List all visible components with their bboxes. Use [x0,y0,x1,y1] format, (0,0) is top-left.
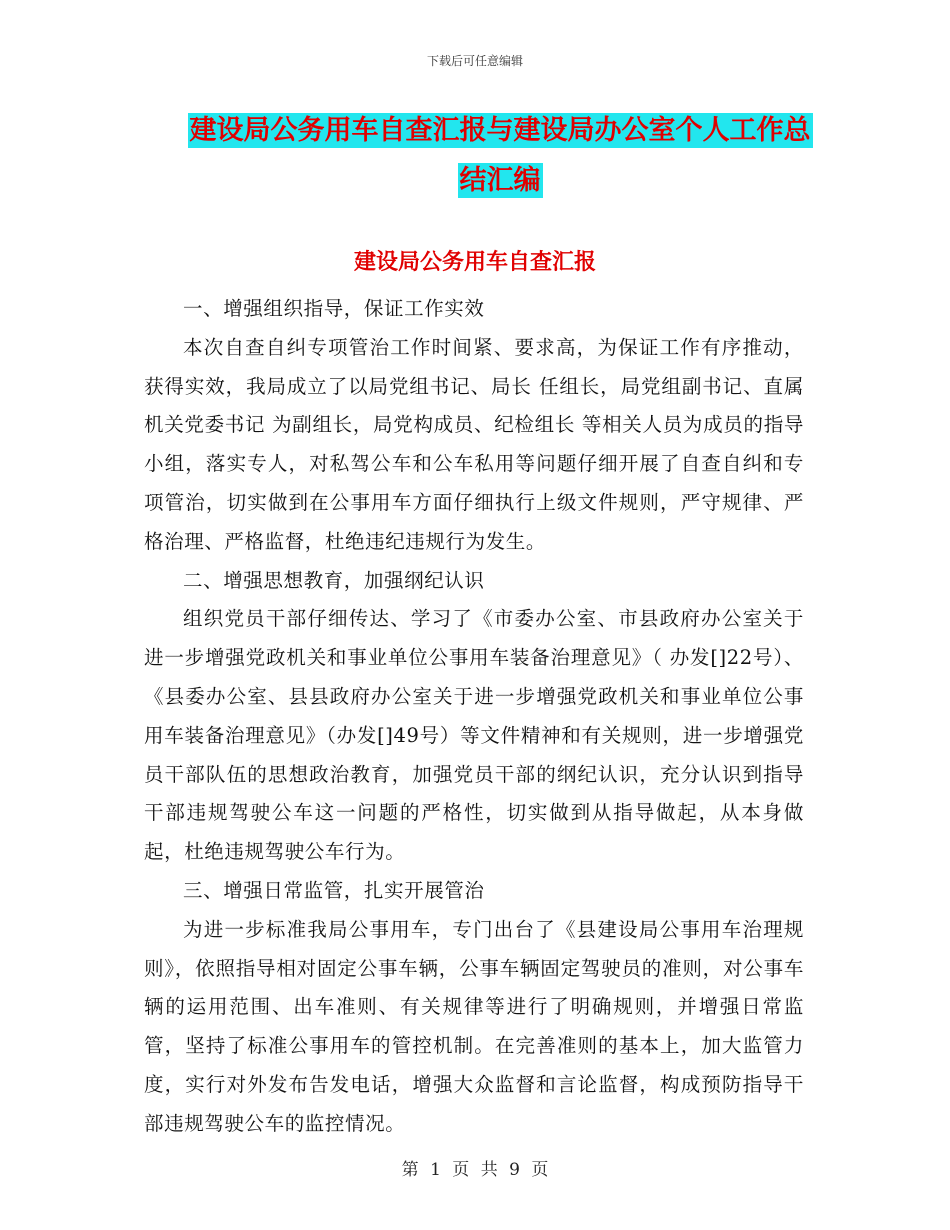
heading-3: 三、增强日常监管，扎实开展管治 [183,878,485,902]
document-title-line-1: 建设局公务用车自查汇报与建设局办公室个人工作总 [189,115,811,146]
document-title [140,106,860,206]
paragraph-1: 本次自查自纠专项管治工作时间紧、要求高，为保证工作有序推动，获得实效，我局成立了以局党组书记、局长 任组长，局党组副书记、直属机关党委书记 为副组长，局党构成员、纪检组长 等相关人员为成员的指导小组，落实专人，对私驾公车和公车私用等问题仔细开展了自查自纠和专项管治，切实做到在公事用车方面仔细执行上级文件规则，严守规律、严格治理、严格监督，杜绝违纪违规行为发生。 [144,335,804,553]
heading-1: 一、增强组织指导，保证工作实效 [183,297,485,320]
header-note: 下载后可任意编辑 [426,54,523,68]
document-body [144,290,804,1144]
section-title: 建设局公务用车自查汇报 [353,250,596,275]
paragraph-3: 为进一步标准我局公事用车，专门出台了《县建设局公事用车治理规则》，依照指导相对固定公事车辆，公事车辆固定驾驶员的准则，对公事车辆的运用范围、出车准则、有关规律等进行了明确规则，并增强日常监管，坚持了标准公事用车的管控机制。在完善准则的基本上，加大监管力度，实行对外发布告发电话，增强大众监督和言论监督，构成预防指导干部违规驾驶公车的监控情况。 [144,917,804,1135]
page-footer: 第 1 页 共 9 页 [401,1160,549,1180]
document-title-line-2: 结汇编 [459,165,541,196]
paragraph-2: 组织党员干部仔细传达、学习了《市委办公室、市县政府办公室关于进一步增强党政机关和事业单位公事用车装备治理意见》（ 办发[]22号）、《县委办公室、县县政府办公室关于进一步增强党政机关和事业单位公事用车装备治理意见》（办发[]49号）等文件精神和有关规则，进一步增强党员干部队伍的思想政治教育，加强党员干部的纲纪认识，充分认识到指导干部违规驾驶公车这一问题的严格性，切实做到从指导做起，从本身做起，杜绝违规驾驶公车行为。 [144,607,804,864]
heading-2: 二、增强思想教育，加强纲纪认识 [183,568,485,592]
